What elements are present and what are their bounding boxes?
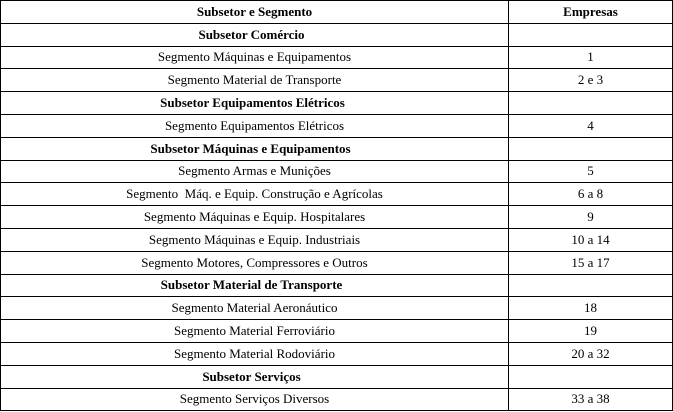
companies-cell: 15 a 17 (509, 251, 673, 274)
companies-cell: 5 (509, 160, 673, 183)
companies-cell: 6 a 8 (509, 183, 673, 206)
subsector-label: Subsetor Comércio (198, 26, 305, 42)
segment-name: Segmento Armas e Munições (1, 160, 509, 183)
companies-cell (509, 23, 673, 46)
companies-cell (509, 92, 673, 115)
segment-name: Segmento Máquinas e Equip. Industriais (1, 228, 509, 251)
table-row (1, 388, 673, 411)
subsector-row (1, 365, 673, 388)
subsector-name (1, 92, 509, 115)
header-companies: Empresas (509, 1, 673, 24)
segment-name: Segmento Material de Transporte (1, 69, 509, 92)
table-header-row (1, 1, 673, 24)
table-row (1, 297, 673, 320)
segment-name: Segmento Máquinas e Equipamentos (1, 46, 509, 69)
companies-cell: 4 (509, 114, 673, 137)
companies-cell: 33 a 38 (509, 388, 673, 411)
table-row (1, 320, 673, 343)
subsector-label: Subsetor Serviços (202, 368, 301, 384)
subsector-row (1, 137, 673, 160)
table-row (1, 251, 673, 274)
table-row (1, 114, 673, 137)
companies-cell (509, 365, 673, 388)
companies-cell: 18 (509, 297, 673, 320)
header-segment: Subsetor e Segmento (1, 1, 509, 24)
segment-name: Segmento Material Ferroviário (1, 320, 509, 343)
subsector-name (1, 365, 509, 388)
table-row (1, 228, 673, 251)
companies-cell: 20 a 32 (509, 342, 673, 365)
subsector-label: Subsetor Equipamentos Elétricos (160, 95, 345, 111)
subsector-name (1, 137, 509, 160)
companies-cell: 10 a 14 (509, 228, 673, 251)
companies-cell: 19 (509, 320, 673, 343)
subsector-label: Subsetor Material de Transporte (160, 277, 343, 293)
companies-cell: 1 (509, 46, 673, 69)
segment-name: Segmento Máq. e Equip. Construção e Agrícolas (1, 183, 509, 206)
segment-name: Segmento Máquinas e Equip. Hospitalares (1, 206, 509, 229)
table-row (1, 46, 673, 69)
table-row (1, 160, 673, 183)
table-row (1, 183, 673, 206)
table-row (1, 342, 673, 365)
subsector-row (1, 274, 673, 297)
companies-cell: 9 (509, 206, 673, 229)
subsector-name (1, 23, 509, 46)
segment-name: Segmento Motores, Compressores e Outros (1, 251, 509, 274)
segment-name: Segmento Equipamentos Elétricos (1, 114, 509, 137)
table-row (1, 69, 673, 92)
subsector-row (1, 23, 673, 46)
segment-name: Segmento Material Rodoviário (1, 342, 509, 365)
table-row (1, 206, 673, 229)
companies-cell (509, 274, 673, 297)
subsector-name (1, 274, 509, 297)
companies-cell (509, 137, 673, 160)
segment-name: Segmento Serviços Diversos (1, 388, 509, 411)
segment-name: Segmento Material Aeronáutico (1, 297, 509, 320)
subsector-label: Subsetor Máquinas e Equipamentos (150, 140, 351, 156)
subsector-row (1, 92, 673, 115)
companies-cell: 2 e 3 (509, 69, 673, 92)
